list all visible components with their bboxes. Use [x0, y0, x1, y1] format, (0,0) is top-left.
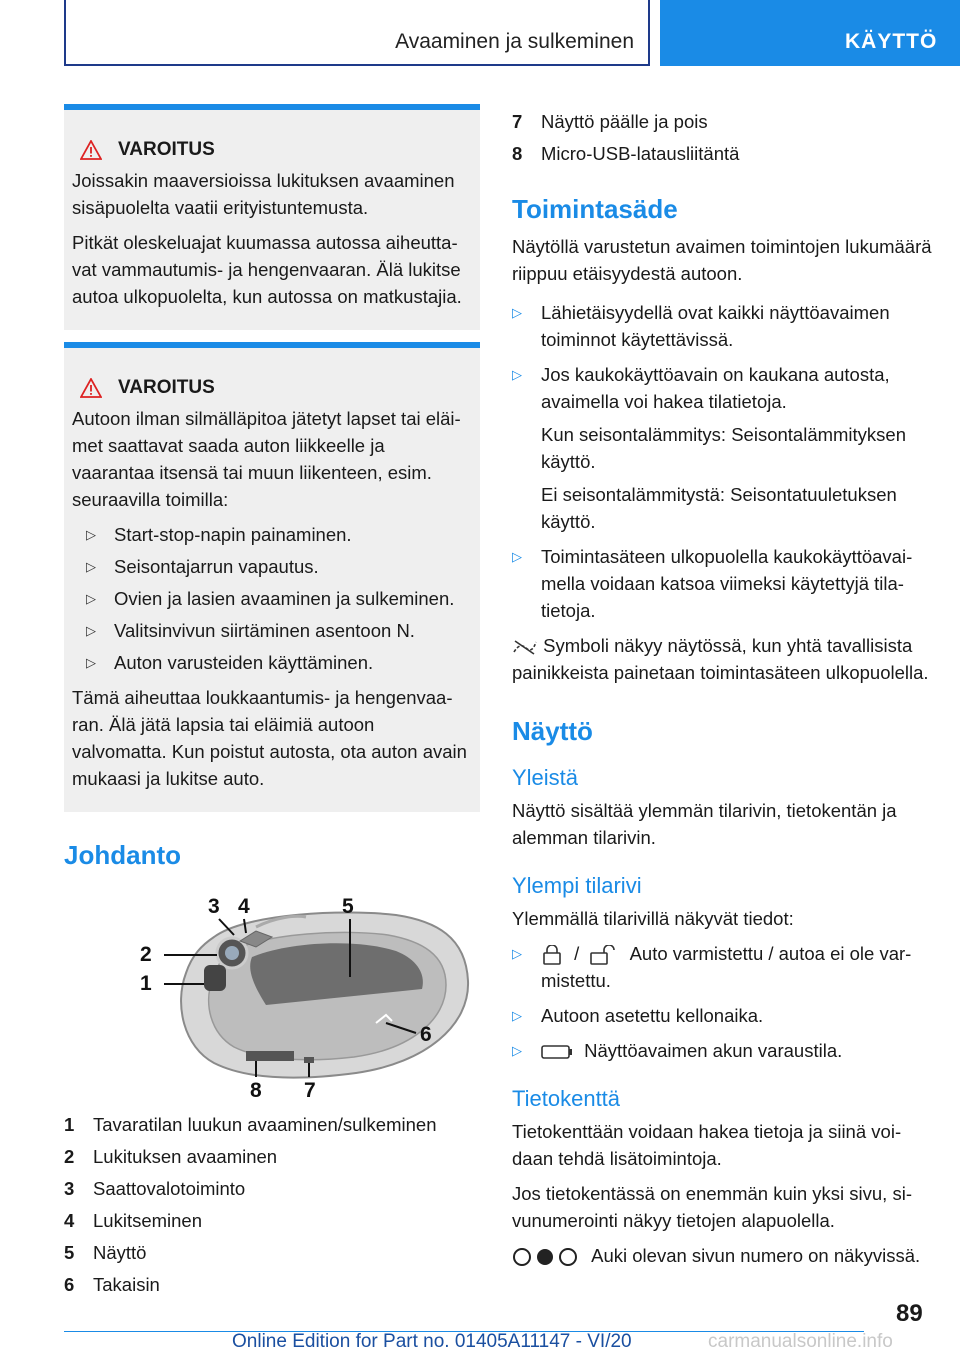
- section-heading-display: Näyttö: [512, 716, 593, 746]
- list-item: [512, 940, 932, 994]
- footer-edition: Online Edition for Part no. 01405A11147 - VI/20: [232, 1331, 632, 1352]
- list-item: [64, 1173, 480, 1205]
- lock-closed-icon: [541, 945, 563, 965]
- field-text: Jos tietokentässä on enemmän kuin yksi sivu, sivunumerointi näkyy tietojen alapuolella.: [512, 1183, 912, 1231]
- key-illustration: [96, 885, 496, 1105]
- item-text: Näyttö: [93, 1242, 147, 1263]
- callout-label: 7: [304, 1079, 316, 1102]
- callout-label: 6: [420, 1023, 432, 1046]
- list-item: [64, 1237, 480, 1269]
- subheading-info-field: Tietokenttä: [512, 1086, 621, 1111]
- item-number: 7: [512, 111, 523, 132]
- list-item: [512, 1037, 932, 1064]
- item-number: 4: [64, 1210, 75, 1231]
- warning-outro: Tämä aiheuttaa loukkaantumis- ja hengenvaaran. Älä jätä lapsia tai eläimiä autoon valvomatta. Kun poistut autosta, ota auton avain mukaasi ja lukitse auto.: [72, 687, 467, 789]
- list-item: [512, 543, 932, 624]
- list-item: [72, 521, 472, 548]
- callout-label: 5: [342, 895, 354, 918]
- list-item-text: Valitsinvivun siirtäminen asentoon N.: [114, 620, 415, 641]
- triangle-bullet-icon: ▷: [512, 305, 522, 320]
- list-item-text: Lähietäisyydellä ovat kaikki näyttöavaimen toiminnot käytettävissä.: [541, 302, 890, 350]
- page-dots-icon: [512, 1247, 578, 1267]
- list-item-text: Jos kaukokäyttöavain on kaukana autosta, avaimella voi hakea tilatietoja.: [541, 364, 890, 412]
- triangle-bullet-icon: ▷: [86, 623, 96, 638]
- list-item-text: Start-stop-napin painaminen.: [114, 524, 352, 545]
- range-list: [512, 299, 932, 624]
- list-item: [64, 1269, 480, 1301]
- warning-paragraph: Pitkät oleskeluajat kuumassa autossa aiheuttavat vammautumis- ja hengenvaaran. Älä lukitse autoa ulkopuolelta, kun autossa on matkustajia.: [72, 232, 462, 307]
- item-text: Micro-USB-latausliitäntä: [541, 143, 740, 164]
- callout-label: 2: [140, 943, 152, 966]
- general-text: Näyttö sisältää ylemmän tilarivin, tietokentän ja alemman tilarivin.: [512, 800, 897, 848]
- list-item-text: Seisontajarrun vapautus.: [114, 556, 319, 577]
- list-item-text: Autoon asetettu kellonaika.: [541, 1005, 764, 1026]
- icon-separator: /: [574, 943, 580, 964]
- callout-label: 8: [250, 1079, 262, 1102]
- triangle-bullet-icon: ▷: [512, 1043, 522, 1058]
- list-item: [72, 585, 472, 612]
- list-item-text: Näyttöavaimen akun varaustila.: [584, 1040, 843, 1061]
- list-item: [72, 617, 472, 644]
- warning-triangle-icon: [80, 140, 102, 160]
- page-number: 89: [896, 1300, 923, 1327]
- item-number: 1: [64, 1114, 75, 1135]
- right-column: [512, 104, 932, 1277]
- section-heading-intro: Johdanto: [64, 840, 181, 870]
- list-item: [64, 1141, 480, 1173]
- watermark: carmanualsonline.info: [708, 1331, 893, 1352]
- warning-box-2: [64, 342, 480, 812]
- battery-icon: [541, 1044, 573, 1060]
- subheading-upper-status: Ylempi tilarivi: [512, 873, 642, 898]
- callout-label: 4: [238, 895, 250, 918]
- symbol-note-text: Symboli näkyy näytössä, kun yhtä tavallisista painikkeista painetaan toimintasäteen ulkopuolella.: [512, 635, 929, 683]
- header-section-title: Avaaminen ja sulkeminen: [395, 30, 634, 53]
- header-section-box: [64, 0, 650, 66]
- list-item-text: Toimintasäteen ulkopuolella kaukokäyttöavaimella voidaan katsoa viimeksi käytettyjä tilatietoja.: [541, 546, 913, 621]
- list-item: [512, 1002, 932, 1029]
- warning-box-1: [64, 104, 480, 330]
- warning-header: [80, 136, 472, 163]
- item-text: Takaisin: [93, 1274, 160, 1295]
- warning-title: VAROITUS: [118, 139, 215, 160]
- numbered-list: [512, 106, 932, 170]
- list-item-text: Auton varusteiden käyttäminen.: [114, 652, 374, 673]
- list-item: [64, 1205, 480, 1237]
- sub-paragraph: Ei seisontalämmitystä: Seisontatuuletuksen käyttö.: [541, 484, 897, 532]
- item-text: Lukituksen avaaminen: [93, 1146, 278, 1167]
- callout-label: 3: [208, 895, 220, 918]
- item-text: Näyttö päälle ja pois: [541, 111, 708, 132]
- warning-title: VAROITUS: [118, 377, 215, 398]
- list-item: [512, 138, 932, 170]
- list-item-text: Ovien ja lasien avaaminen ja sulkeminen.: [114, 588, 455, 609]
- list-item: [64, 1109, 480, 1141]
- header-chapter-title: KÄYTTÖ: [845, 30, 938, 53]
- page-note-text: Auki olevan sivun numero on näkyvissä.: [591, 1245, 921, 1266]
- item-number: 3: [64, 1178, 75, 1199]
- triangle-bullet-icon: ▷: [86, 655, 96, 670]
- item-text: Tavaratilan luukun avaaminen/sulkeminen: [93, 1114, 437, 1135]
- warning-paragraph: Joissakin maaversioissa lukituksen avaaminen sisäpuolelta vaatii erityistuntemusta.: [72, 170, 455, 218]
- list-item-text: Auto varmistettu / autoa ei ole varmistettu.: [541, 943, 912, 991]
- lock-open-icon: [590, 945, 616, 965]
- warning-intro: Autoon ilman silmälläpitoa jätetyt lapset tai eläimet saattavat saada auton liikkeelle ja vaarantaa itsensä tai muun liikenteen, esim. seuraavilla toimilla:: [72, 408, 461, 510]
- item-text: Saattovalotoiminto: [93, 1178, 246, 1199]
- page-indicator-note: [512, 1242, 932, 1269]
- triangle-bullet-icon: ▷: [86, 559, 96, 574]
- warning-list: [72, 521, 472, 676]
- list-item: [512, 299, 932, 353]
- callout-label: 1: [140, 972, 152, 995]
- item-number: 8: [512, 143, 523, 164]
- numbered-list: [64, 1109, 480, 1301]
- triangle-bullet-icon: ▷: [86, 591, 96, 606]
- out-of-range-signal-icon: [512, 638, 538, 656]
- triangle-bullet-icon: ▷: [512, 549, 522, 564]
- upper-status-list: [512, 940, 932, 1064]
- list-item: [72, 553, 472, 580]
- item-number: 5: [64, 1242, 75, 1263]
- subheading-general: Yleistä: [512, 765, 579, 790]
- field-text: Tietokenttään voidaan hakea tietoja ja siinä voidaan tehdä lisätoimintoja.: [512, 1121, 902, 1169]
- header-chapter-tab: [660, 0, 960, 66]
- triangle-bullet-icon: ▷: [512, 1008, 522, 1023]
- triangle-bullet-icon: ▷: [86, 527, 96, 542]
- list-item: [72, 649, 472, 676]
- list-item: [512, 361, 932, 535]
- warning-header: [80, 374, 472, 401]
- item-text: Lukitseminen: [93, 1210, 203, 1231]
- warning-triangle-icon: [80, 378, 102, 398]
- triangle-bullet-icon: ▷: [512, 946, 522, 961]
- sub-paragraph: Kun seisontalämmitys: Seisontalämmityksen käyttö.: [541, 424, 907, 472]
- left-column: [64, 104, 480, 1301]
- item-number: 6: [64, 1274, 75, 1295]
- item-number: 2: [64, 1146, 75, 1167]
- range-text: Näytöllä varustetun avaimen toimintojen lukumäärä riippuu etäisyydestä autoon.: [512, 236, 932, 284]
- section-heading-range: Toimintasäde: [512, 194, 678, 224]
- triangle-bullet-icon: ▷: [512, 367, 522, 382]
- list-item: [512, 106, 932, 138]
- symbol-note: [512, 632, 932, 686]
- upper-text: Ylemmällä tilarivillä näkyvät tiedot:: [512, 908, 794, 929]
